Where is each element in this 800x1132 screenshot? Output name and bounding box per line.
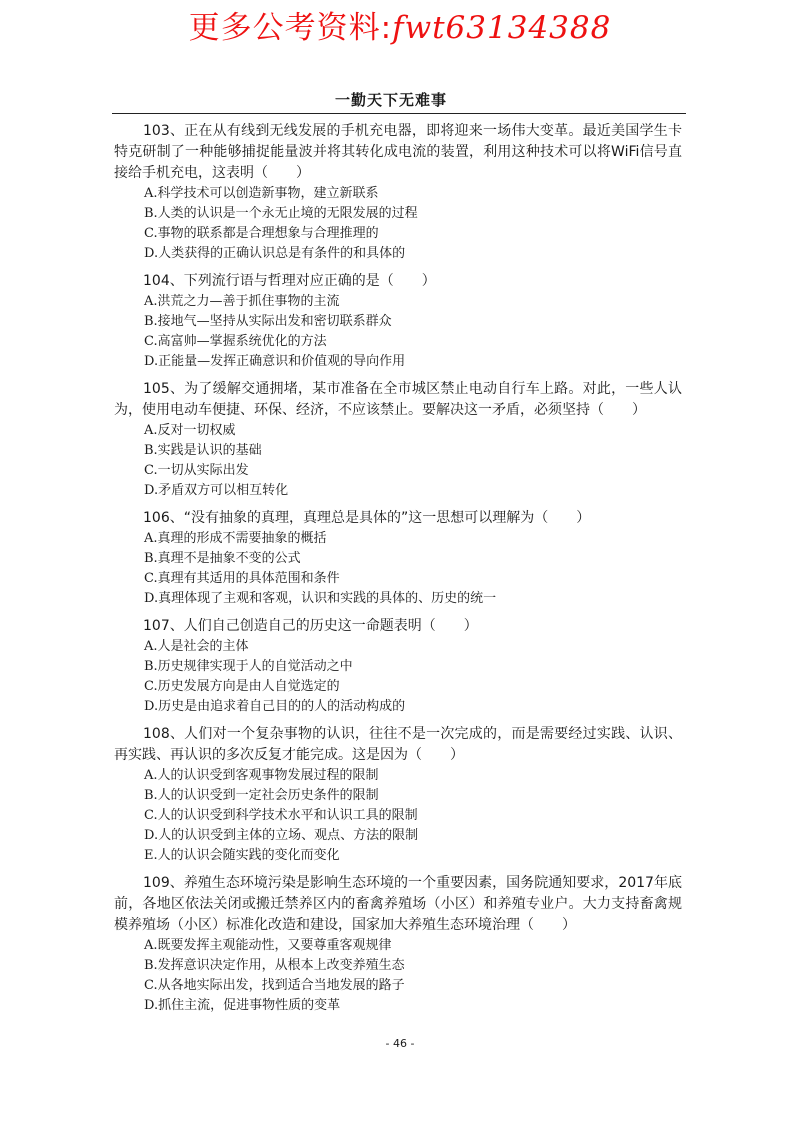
option-b: B.真理不是抽象不变的公式 <box>144 551 301 566</box>
question-list <box>114 121 682 1023</box>
option-d: D.抓住主流，促进事物性质的变革 <box>144 998 341 1013</box>
option-a: A.人是社会的主体 <box>144 639 249 654</box>
option-c: C.人的认识受到科学技术水平和认识工具的限制 <box>144 808 418 823</box>
option-c: C.真理有其适用的具体范围和条件 <box>144 571 340 586</box>
question-stem: 103、正在从有线到无线发展的手机充电器，即将迎来一场伟大变革。最近美国学生卡特克研制了一种能够捕捉能量波并将其转化成电流的装置，利用这种技术可以将WiFi信号直接给手机充电，这表明（ ） <box>114 123 682 181</box>
option-c: C.一切从实际出发 <box>144 463 249 478</box>
option-a: A.科学技术可以创造新事物，建立新联系 <box>144 186 379 201</box>
question-stem: 105、为了缓解交通拥堵，某市准备在全市城区禁止电动自行车上路。对此，一些人认为，使用电动车便捷、环保、经济，不应该禁止。要解决这一矛盾，必须坚持（ ） <box>114 381 682 418</box>
question-104 <box>114 271 682 372</box>
option-e: E.人的认识会随实践的变化而变化 <box>144 848 340 863</box>
option-d: D.历史是由追求着自己目的的人的活动构成的 <box>144 699 406 714</box>
option-a: A.真理的形成不需要抽象的概括 <box>144 531 327 546</box>
question-107 <box>114 616 682 717</box>
option-c: C.从各地实际出发，找到适合当地发展的路子 <box>144 978 405 993</box>
option-d: D.正能量—发挥正确意识和价值观的导向作用 <box>144 354 406 369</box>
watermark-id: fwt63134388 <box>392 10 612 46</box>
option-d: D.矛盾双方可以相互转化 <box>144 483 289 498</box>
option-b: B.接地气—坚持从实际出发和密切联系群众 <box>144 314 392 329</box>
watermark-text: 更多公考资料: <box>188 10 393 46</box>
question-stem: 107、人们自己创造自己的历史这一命题表明（ ） <box>143 618 478 634</box>
option-b: B.历史规律实现于人的自觉活动之中 <box>144 659 353 674</box>
question-105 <box>114 379 682 501</box>
option-d: D.人的认识受到主体的立场、观点、方法的限制 <box>144 828 419 843</box>
option-a: A.洪荒之力—善于抓住事物的主流 <box>144 294 340 309</box>
option-b: B.实践是认识的基础 <box>144 443 262 458</box>
option-d: D.人类获得的正确认识总是有条件的和具体的 <box>144 246 406 261</box>
option-b: B.发挥意识决定作用，从根本上改变养殖生态 <box>144 958 405 973</box>
header-divider <box>112 113 686 114</box>
option-b: B.人的认识受到一定社会历史条件的限制 <box>144 788 379 803</box>
question-stem: 108、人们对一个复杂事物的认识，往往不是一次完成的，而是需要经过实践、认识、再实践、再认识的多次反复才能完成。这是因为（ ） <box>114 726 682 763</box>
option-c: C.高富帅—掌握系统优化的方法 <box>144 334 327 349</box>
option-b: B.人类的认识是一个永无止境的无限发展的过程 <box>144 206 418 221</box>
option-a: A.人的认识受到客观事物发展过程的限制 <box>144 768 379 783</box>
page-number: - 46 - <box>385 1037 415 1050</box>
question-103 <box>114 121 682 264</box>
question-109 <box>114 873 682 1016</box>
question-106 <box>114 508 682 609</box>
option-a: A.反对一切权威 <box>144 423 236 438</box>
question-stem: 106、“没有抽象的真理，真理总是具体的”这一思想可以理解为（ ） <box>143 510 591 526</box>
option-c: C.历史发展方向是由人自觉选定的 <box>144 679 340 694</box>
option-d: D.真理体现了主观和客观，认识和实践的具体的、历史的统一 <box>144 591 497 606</box>
option-a: A.既要发挥主观能动性，又要尊重客观规律 <box>144 938 392 953</box>
watermark <box>0 2 800 47</box>
question-108 <box>114 724 682 866</box>
question-stem: 104、下列流行语与哲理对应正确的是（ ） <box>143 273 436 289</box>
page-header-title: 一勤天下无难事 <box>335 91 448 109</box>
question-stem: 109、养殖生态环境污染是影响生态环境的一个重要因素，国务院通知要求，2017年底前，各地区依法关闭或搬迁禁养区内的畜禽养殖场（小区）和养殖专业户。大力支持畜禽规模养殖场（小区）标准化改造和建设，国家加大养殖生态环境治理（ ） <box>114 875 682 933</box>
option-c: C.事物的联系都是合理想象与合理推理的 <box>144 226 379 241</box>
